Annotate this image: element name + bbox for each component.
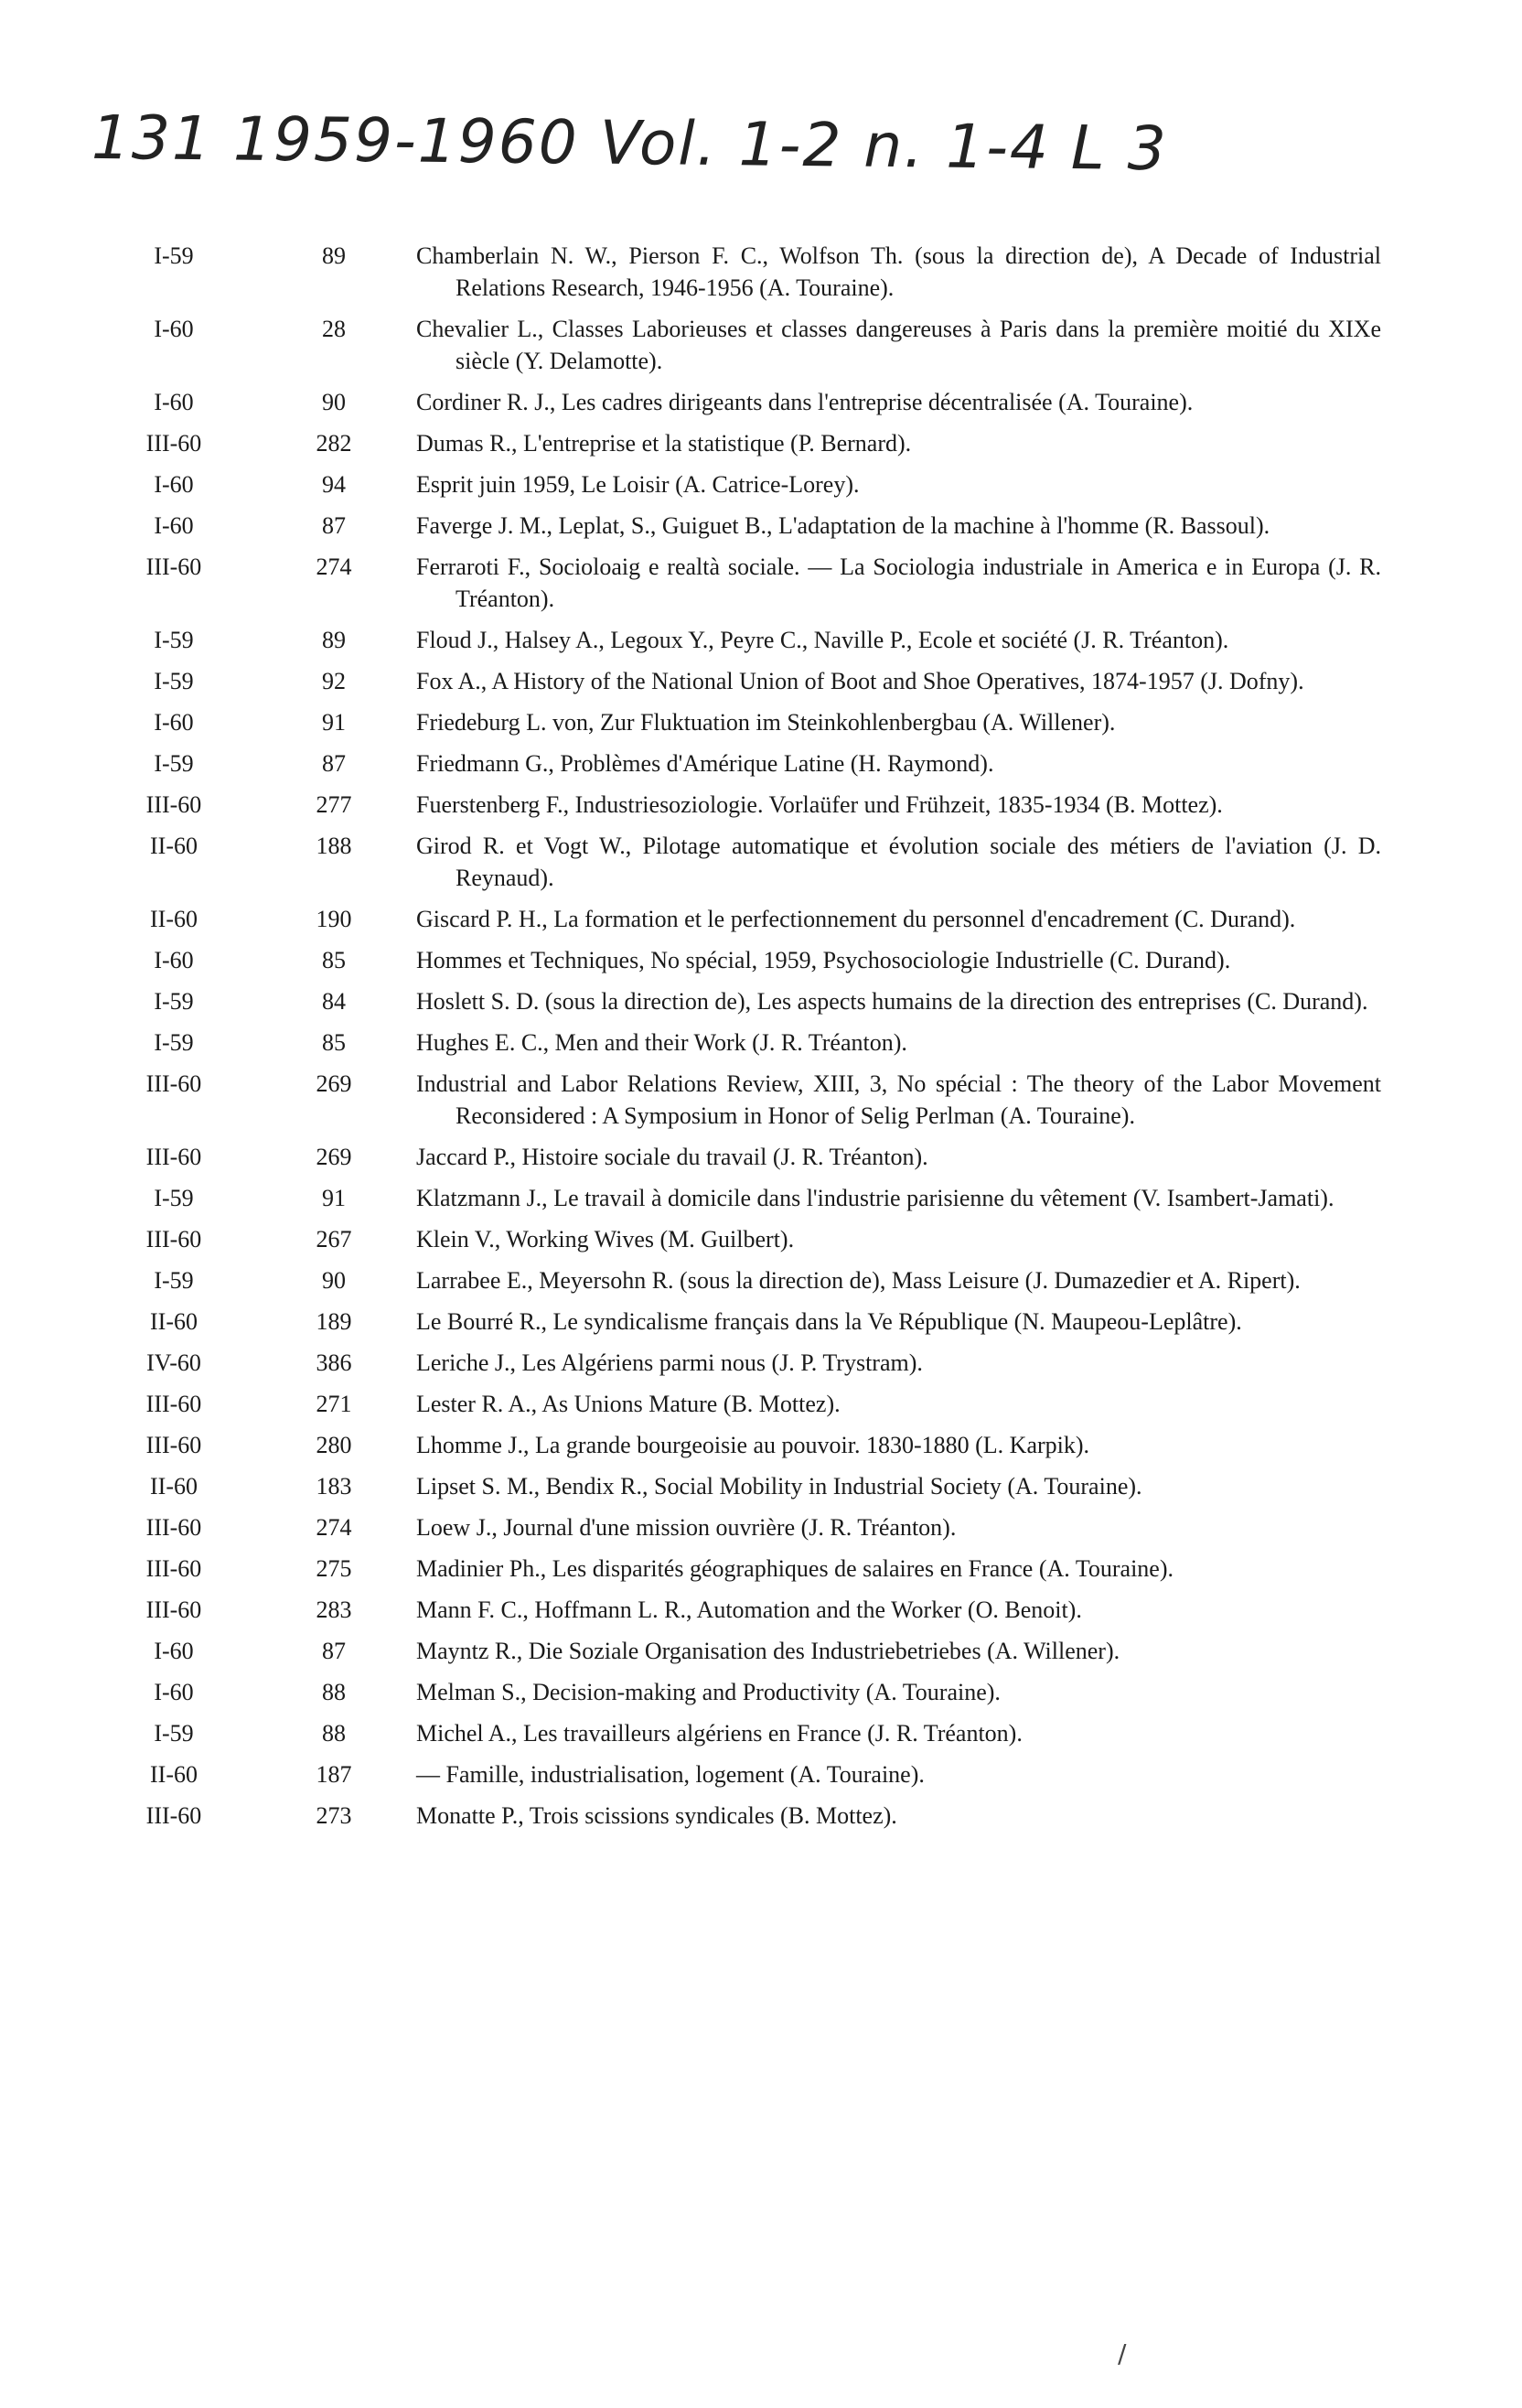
entry-volume: III-60 <box>145 1144 202 1170</box>
entry-volume: I-59 <box>154 1267 194 1294</box>
entry-volume: I-59 <box>154 627 194 653</box>
entry-volume: III-60 <box>145 791 202 818</box>
entry-page-number: 273 <box>316 1802 352 1829</box>
entry-volume: I-59 <box>154 988 194 1015</box>
entry-page-number: 274 <box>316 1514 352 1541</box>
bibliography-entry <box>0 1676 1522 1708</box>
entry-reference: Fox A., A History of the National Union of Boot and Shoe Operatives, 1874-1957 (J. Dofny). <box>416 668 1304 694</box>
entry-reference: Chamberlain N. W., Pierson F. C., Wolfson Th. (sous la direction de), A Decade of Industrial Relations Research, 1946-1956 (A. Touraine). <box>416 242 1381 301</box>
entry-volume: II-60 <box>150 906 198 932</box>
entry-volume: III-60 <box>145 1514 202 1541</box>
bibliography-entry <box>0 1717 1522 1749</box>
entry-reference: Loew J., Journal d'une mission ouvrière (J. R. Tréanton). <box>416 1514 957 1541</box>
entry-reference: Madinier Ph., Les disparités géographiques de salaires en France (A. Touraine). <box>416 1555 1174 1582</box>
bibliography-entry <box>0 903 1522 935</box>
bibliography-entry <box>0 1027 1522 1059</box>
entry-volume: II-60 <box>150 1473 198 1500</box>
entry-page-number: 87 <box>322 1638 346 1664</box>
entry-volume: I-60 <box>154 1679 194 1705</box>
bibliography-entry <box>0 706 1522 738</box>
entry-reference: Giscard P. H., La formation et le perfectionnement du personnel d'encadrement (C. Durand). <box>416 906 1296 932</box>
entry-page-number: 275 <box>316 1555 352 1582</box>
entry-page-number: 274 <box>316 554 352 580</box>
entry-page-number: 87 <box>322 512 346 539</box>
entry-page-number: 277 <box>316 791 352 818</box>
entry-page-number: 269 <box>316 1070 352 1097</box>
entry-volume: I-59 <box>154 1720 194 1747</box>
bibliography-entry <box>0 551 1522 615</box>
entry-page-number: 188 <box>316 833 352 859</box>
entry-volume: I-60 <box>154 1638 194 1664</box>
entry-page-number: 91 <box>322 1185 346 1211</box>
bibliography-entry <box>0 1264 1522 1296</box>
bibliography-entry <box>0 510 1522 542</box>
entry-reference: Industrial and Labor Relations Review, XIII, 3, No spécial : The theory of the Labor Movement Reconsidered : A Symposium in Honor of Selig Perlman (A. Touraine). <box>416 1070 1381 1129</box>
entry-reference: Chevalier L., Classes Laborieuses et classes dangereuses à Paris dans la première moitié du XIXe siècle (Y. Delamotte). <box>416 316 1381 374</box>
entry-page-number: 90 <box>322 1267 346 1294</box>
entry-reference: Jaccard P., Histoire sociale du travail (J. R. Tréanton). <box>416 1144 928 1170</box>
entry-page-number: 84 <box>322 988 346 1015</box>
entry-reference: Ferraroti F., Socioloaig e realtà sociale. — La Sociologia industriale in America e in Europa (J. R. Tréanton). <box>416 554 1381 612</box>
entry-reference: Floud J., Halsey A., Legoux Y., Peyre C., Naville P., Ecole et société (J. R. Tréanton). <box>416 627 1229 653</box>
entry-volume: I-59 <box>154 668 194 694</box>
entry-reference: Klatzmann J., Le travail à domicile dans l'industrie parisienne du vêtement (V. Isambert-Jamati). <box>416 1185 1334 1211</box>
entry-volume: I-60 <box>154 316 194 342</box>
entry-volume: III-60 <box>145 1070 202 1097</box>
entry-volume: I-59 <box>154 1029 194 1056</box>
entry-reference: Le Bourré R., Le syndicalisme français dans la Ve République (N. Maupeou-Leplâtre). <box>416 1308 1242 1335</box>
bibliography-entry <box>0 944 1522 976</box>
entry-reference: — Famille, industrialisation, logement (A. Touraine). <box>416 1761 925 1788</box>
entry-reference: Mann F. C., Hoffmann L. R., Automation and the Worker (O. Benoit). <box>416 1596 1082 1623</box>
entry-page-number: 85 <box>322 1029 346 1056</box>
entry-reference: Fuerstenberg F., Industriesoziologie. Vorlaüfer und Frühzeit, 1835-1934 (B. Mottez). <box>416 791 1223 818</box>
bibliography-entry <box>0 1470 1522 1502</box>
entry-reference: Dumas R., L'entreprise et la statistique (P. Bernard). <box>416 430 912 457</box>
entry-reference: Faverge J. M., Leplat, S., Guiguet B., L'adaptation de la machine à l'homme (R. Bassoul). <box>416 512 1270 539</box>
entry-reference: Lester R. A., As Unions Mature (B. Mottez). <box>416 1391 841 1417</box>
entry-page-number: 271 <box>316 1391 352 1417</box>
entry-volume: IV-60 <box>146 1349 201 1376</box>
bibliography-entry <box>0 624 1522 656</box>
entry-volume: III-60 <box>145 1802 202 1829</box>
entry-volume: I-60 <box>154 389 194 415</box>
bibliography-entry <box>0 1388 1522 1420</box>
entry-reference: Hughes E. C., Men and their Work (J. R. Tréanton). <box>416 1029 907 1056</box>
entry-volume: II-60 <box>150 833 198 859</box>
entry-volume: I-59 <box>154 1185 194 1211</box>
entry-reference: Mayntz R., Die Soziale Organisation des Industriebetriebes (A. Willener). <box>416 1638 1120 1664</box>
entry-page-number: 92 <box>322 668 346 694</box>
entry-volume: III-60 <box>145 430 202 457</box>
entry-reference: Cordiner R. J., Les cadres dirigeants dans l'entreprise décentralisée (A. Touraine). <box>416 389 1194 415</box>
entry-volume: I-59 <box>154 750 194 777</box>
entry-page-number: 183 <box>316 1473 352 1500</box>
bibliography-entry <box>0 1141 1522 1173</box>
bibliography-entry <box>0 1635 1522 1667</box>
handwritten-annotation: 131 1959-1960 Vol. 1-2 n. 1-4 L 3 <box>91 102 1169 185</box>
bibliography-entry <box>0 1347 1522 1379</box>
entry-reference: Friedmann G., Problèmes d'Amérique Latine (H. Raymond). <box>416 750 994 777</box>
entry-page-number: 88 <box>322 1679 346 1705</box>
entry-page-number: 94 <box>322 471 346 498</box>
bibliography-entry <box>0 1511 1522 1543</box>
bibliography-entry <box>0 1594 1522 1626</box>
entry-page-number: 89 <box>322 242 346 269</box>
bibliography-entry <box>0 386 1522 418</box>
entry-page-number: 282 <box>316 430 352 457</box>
bibliography-entry <box>0 830 1522 894</box>
entry-volume: III-60 <box>145 1596 202 1623</box>
entry-reference: Girod R. et Vogt W., Pilotage automatique et évolution sociale des métiers de l'aviation (J. D. Reynaud). <box>416 833 1381 891</box>
entry-volume: I-60 <box>154 947 194 973</box>
entry-volume: II-60 <box>150 1761 198 1788</box>
entry-page-number: 85 <box>322 947 346 973</box>
entry-page-number: 267 <box>316 1226 352 1252</box>
entry-page-number: 91 <box>322 709 346 736</box>
entry-volume: III-60 <box>145 1555 202 1582</box>
entry-page-number: 189 <box>316 1308 352 1335</box>
entry-page-number: 190 <box>316 906 352 932</box>
entry-volume: III-60 <box>145 554 202 580</box>
entry-volume: I-59 <box>154 242 194 269</box>
bibliography-entry <box>0 1758 1522 1790</box>
entry-reference: Melman S., Decision-making and Productivity (A. Touraine). <box>416 1679 1001 1705</box>
entry-volume: I-60 <box>154 471 194 498</box>
entry-page-number: 280 <box>316 1432 352 1458</box>
entry-volume: III-60 <box>145 1226 202 1252</box>
bibliography-entry <box>0 468 1522 500</box>
bibliography-entry <box>0 665 1522 697</box>
bibliography-entry <box>0 747 1522 779</box>
bibliography-entry <box>0 1306 1522 1338</box>
entry-reference: Lipset S. M., Bendix R., Social Mobility in Industrial Society (A. Touraine). <box>416 1473 1142 1500</box>
entry-reference: Friedeburg L. von, Zur Fluktuation im Steinkohlenbergbau (A. Willener). <box>416 709 1116 736</box>
bibliography-entry <box>0 985 1522 1017</box>
entry-reference: Klein V., Working Wives (M. Guilbert). <box>416 1226 795 1252</box>
entry-page-number: 269 <box>316 1144 352 1170</box>
bibliography-entry <box>0 789 1522 821</box>
bibliography-entry <box>0 313 1522 377</box>
bibliography-entry <box>0 427 1522 459</box>
entry-page-number: 386 <box>316 1349 352 1376</box>
entry-page-number: 89 <box>322 627 346 653</box>
bibliography-list <box>0 240 1522 1841</box>
entry-reference: Michel A., Les travailleurs algériens en France (J. R. Tréanton). <box>416 1720 1023 1747</box>
entry-reference: Esprit juin 1959, Le Loisir (A. Catrice-Lorey). <box>416 471 860 498</box>
stray-pen-mark: / <box>1118 2338 1127 2369</box>
entry-reference: Lhomme J., La grande bourgeoisie au pouvoir. 1830-1880 (L. Karpik). <box>416 1432 1090 1458</box>
entry-reference: Hoslett S. D. (sous la direction de), Les aspects humains de la direction des entreprises (C. Durand). <box>416 988 1368 1015</box>
entry-reference: Leriche J., Les Algériens parmi nous (J. P. Trystram). <box>416 1349 923 1376</box>
entry-volume: I-60 <box>154 512 194 539</box>
entry-page-number: 283 <box>316 1596 352 1623</box>
bibliography-entry <box>0 1429 1522 1461</box>
bibliography-entry <box>0 1223 1522 1255</box>
entry-page-number: 187 <box>316 1761 352 1788</box>
bibliography-entry <box>0 1800 1522 1832</box>
bibliography-entry <box>0 1182 1522 1214</box>
entry-reference: Monatte P., Trois scissions syndicales (B. Mottez). <box>416 1802 897 1829</box>
entry-page-number: 90 <box>322 389 346 415</box>
entry-reference: Hommes et Techniques, No spécial, 1959, Psychosociologie Industrielle (C. Durand). <box>416 947 1231 973</box>
entry-volume: II-60 <box>150 1308 198 1335</box>
entry-page-number: 28 <box>322 316 346 342</box>
bibliography-entry <box>0 1068 1522 1132</box>
entry-volume: III-60 <box>145 1391 202 1417</box>
entry-page-number: 88 <box>322 1720 346 1747</box>
entry-page-number: 87 <box>322 750 346 777</box>
entry-reference: Larrabee E., Meyersohn R. (sous la direction de), Mass Leisure (J. Dumazedier et A. Ripert). <box>416 1267 1301 1294</box>
bibliography-entry <box>0 240 1522 304</box>
entry-volume: III-60 <box>145 1432 202 1458</box>
entry-volume: I-60 <box>154 709 194 736</box>
bibliography-entry <box>0 1553 1522 1585</box>
